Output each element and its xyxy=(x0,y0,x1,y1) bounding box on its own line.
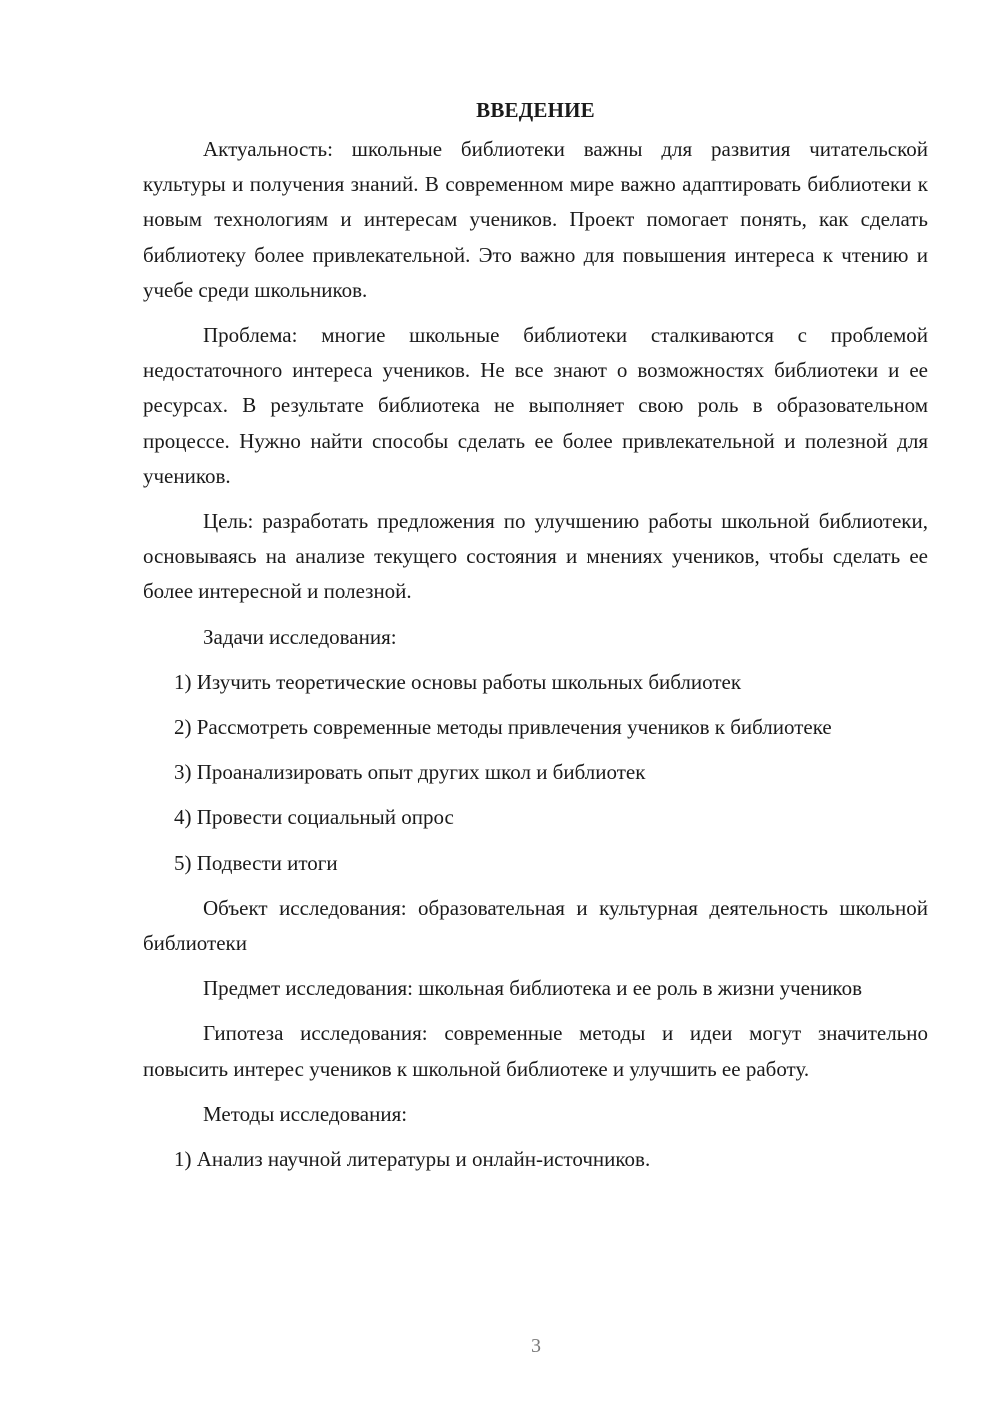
paragraph-problem: Проблема: многие школьные библиотеки сталкиваются с проблемой недостаточного интереса учеников. Не все знают о возможностях библиотеки и ее ресурсах. В результате библиотека не выполняет свою роль в образовательном процессе. Нужно найти способы сделать ее более привлекательной и полезной для учеников. xyxy=(143,323,928,488)
task-item-3: 3) Проанализировать опыт других школ и библиотек xyxy=(174,760,646,785)
paragraph-hypothesis: Гипотеза исследования: современные методы и идеи могут значительно повысить интерес учеников к школьной библиотеке и улучшить ее работу. xyxy=(143,1021,928,1081)
tasks-heading: Задачи исследования: xyxy=(203,624,397,649)
paragraph-subject: Предмет исследования: школьная библиотека и ее роль в жизни учеников xyxy=(203,976,862,1001)
task-item-5: 5) Подвести итоги xyxy=(174,850,338,875)
paragraph-relevance: Актуальность: школьные библиотеки важны для развития читательской культуры и получения знаний. В современном мире важно адаптировать библиотеки к новым технологиям и интересам учеников. Проект помогает понять, как сделать библиотеку более привлекательной. Это важно для повышения интереса к чтению и учебе среди школьников. xyxy=(143,137,928,302)
task-item-4: 4) Провести социальный опрос xyxy=(174,805,454,830)
paragraph-object: Объект исследования: образовательная и культурная деятельность школьной библиотеки xyxy=(143,895,928,956)
document-page xyxy=(143,92,928,1187)
task-item-2: 2) Рассмотреть современные методы привлечения учеников к библиотеке xyxy=(174,715,832,740)
method-item-1: 1) Анализ научной литературы и онлайн-источников. xyxy=(174,1147,651,1172)
paragraph-goal: Цель: разработать предложения по улучшению работы школьной библиотеки, основываясь на анализе текущего состояния и мнениях учеников, чтобы сделать ее более интересной и полезной. xyxy=(143,509,928,604)
task-item-1: 1) Изучить теоретические основы работы школьных библиотек xyxy=(174,669,742,694)
page-number: 3 xyxy=(531,1335,541,1357)
methods-heading: Методы исследования: xyxy=(203,1101,408,1126)
section-title: ВВЕДЕНИЕ xyxy=(476,98,595,122)
